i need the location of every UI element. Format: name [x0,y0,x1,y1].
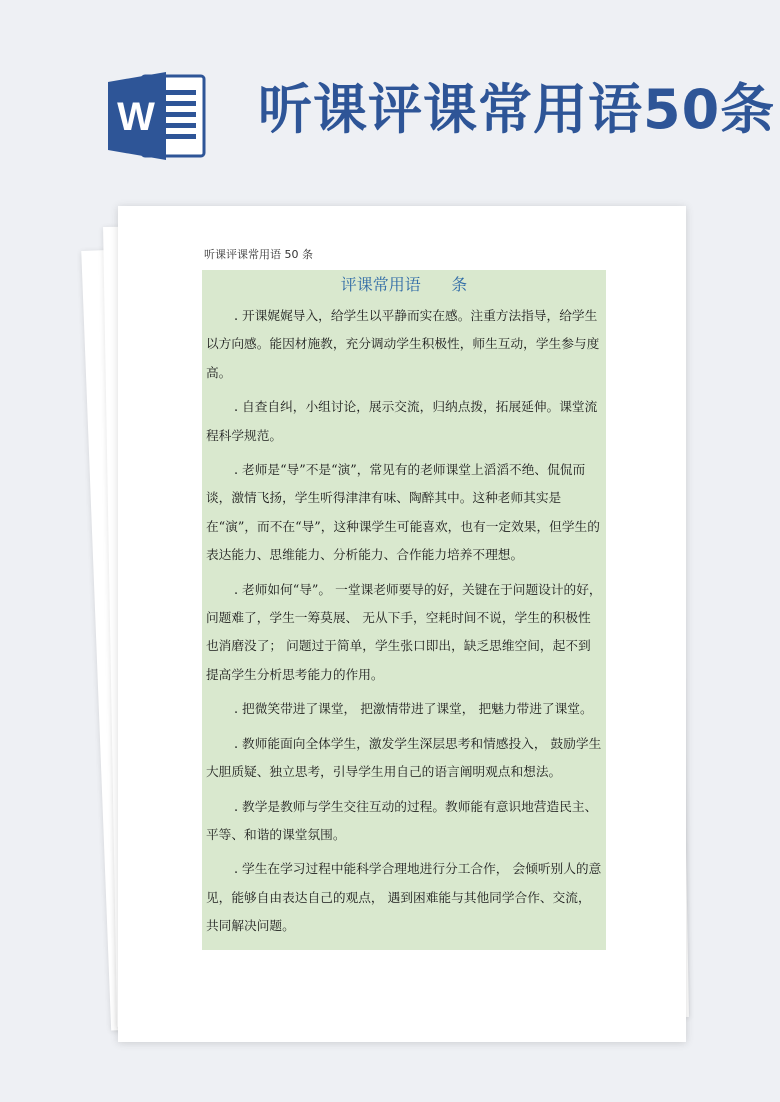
paragraph: . 教学是教师与学生交往互动的过程。教师能有意识地营造民主、平等、和谐的课堂氛围。 [206,798,598,842]
word-document-icon [108,68,208,164]
document-page [118,206,686,1042]
document-title: 评课常用语 条 [340,275,468,294]
paragraph: . 自查自纠，小组讨论，展示交流，归纳点拨，拓展延伸。课堂流程科学规范。 [206,399,598,443]
paragraph: . 把微笑带进了课堂， 把激情带进了课堂， 把魅力带进了课堂。 [233,701,593,717]
banner-title: 听课评课常用语50条 [258,78,776,141]
document-content [202,270,606,950]
paragraph: . 老师是“导”不是“演”，常见有的老师课堂上滔滔不绝、侃侃而谈，激情飞扬，学生听得津津有味、陶醉其中。这种老师其实是在“演”，而不在“导”，这种课学生可能喜欢，也有一定效果，但学生的表达能力、思维能力、分析能力、合作能力培养不理想。 [206,462,600,563]
word-logo-letter: W [117,95,155,139]
running-header: 听课评课常用语 50 条 [204,248,313,261]
paragraph: . 学生在学习过程中能科学合理地进行分工合作， 会倾听别人的意见，能够自由表达自己的观点， 遇到困难能与其他同学合作、交流， 共同解决问题。 [206,861,602,934]
paragraph: . 开课娓娓导入，给学生以平静而实在感。注重方法指导，给学生以方向感。能因材施教，充分调动学生积极性，师生互动，学生参与度高。 [206,308,600,380]
banner [0,0,780,200]
paragraph: . 老师如何“导”。 一堂课老师要导的好，关键在于问题设计的好，问题难了，学生一筹莫展、 无从下手，空耗时间不说，学生的积极性也消磨没了； 问题过于简单，学生张口即出，缺乏思维空间，起不到提高学生分析思考能力的作用。 [206,581,602,682]
paragraph: . 教师能面向全体学生，激发学生深层思考和情感投入， 鼓励学生大胆质疑、独立思考，引导学生用自己的语言阐明观点和想法。 [206,735,602,780]
